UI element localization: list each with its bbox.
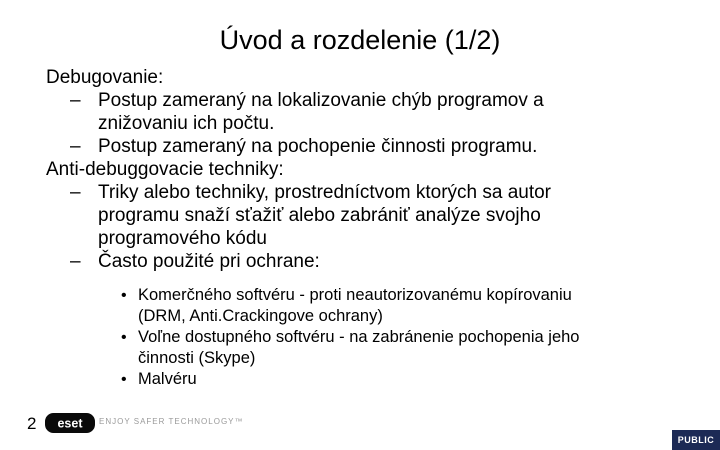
- sub-list-item-text: Voľne dostupného softvéru - na zabránenie pochopenia jeho: [138, 328, 580, 346]
- sub-list-item-text: činnosti (Skype): [138, 349, 256, 367]
- list-item: [46, 250, 686, 273]
- sub-list-item-text: Komerčného softvéru - proti neautorizovanému kopírovaniu: [138, 286, 572, 304]
- list-item-text: znižovaniu ich počtu.: [98, 113, 275, 134]
- section-heading-anti-debug: Anti-debuggovacie techniky:: [46, 159, 284, 180]
- list-item-continuation: [46, 204, 686, 227]
- list-item-continuation: [46, 227, 686, 250]
- eset-logo: [45, 413, 95, 433]
- tagline: ENJOY SAFER TECHNOLOGY™: [99, 417, 244, 426]
- eset-logo-icon: [45, 413, 95, 433]
- list-item: [46, 135, 686, 158]
- list-item: [46, 181, 686, 204]
- sub-list-item-text: (DRM, Anti.Crackingove ochrany): [138, 307, 383, 325]
- list-item-text: programu snaží sťažiť alebo zabrániť analýze svojho: [98, 205, 541, 226]
- list-item-text: Triky alebo techniky, prostredníctvom ktorých sa autor: [98, 182, 552, 203]
- dash-bullet: –: [70, 90, 81, 111]
- dash-bullet: –: [70, 182, 81, 203]
- classification-badge: PUBLIC: [672, 430, 720, 450]
- bullet-icon: •: [121, 287, 127, 304]
- list-item-continuation: [46, 112, 686, 135]
- sub-list-item-text: Malvéru: [138, 370, 197, 388]
- slide-content: [46, 66, 686, 390]
- slide-title: Úvod a rozdelenie (1/2): [219, 25, 501, 55]
- dash-bullet: –: [70, 136, 81, 157]
- dash-bullet: –: [70, 251, 81, 272]
- list-item-text: Postup zameraný na pochopenie činnosti programu.: [98, 136, 538, 157]
- sub-list-item-continuation: [46, 348, 686, 369]
- list-item-text: Postup zameraný na lokalizovanie chýb programov a: [98, 90, 544, 111]
- list-item: [46, 89, 686, 112]
- list-item-text: programového kódu: [98, 228, 267, 249]
- slide-number: 2: [27, 414, 37, 433]
- section-heading-debugovanie: Debugovanie:: [46, 67, 164, 88]
- sub-list-item-continuation: [46, 306, 686, 327]
- sub-list-item: [46, 285, 686, 306]
- bullet-icon: •: [121, 329, 127, 346]
- sub-list-item: [46, 369, 686, 390]
- sub-list-item: [46, 327, 686, 348]
- logo-text: eset: [57, 416, 83, 431]
- list-item-text: Často použité pri ochrane:: [98, 251, 320, 272]
- bullet-icon: •: [121, 371, 127, 388]
